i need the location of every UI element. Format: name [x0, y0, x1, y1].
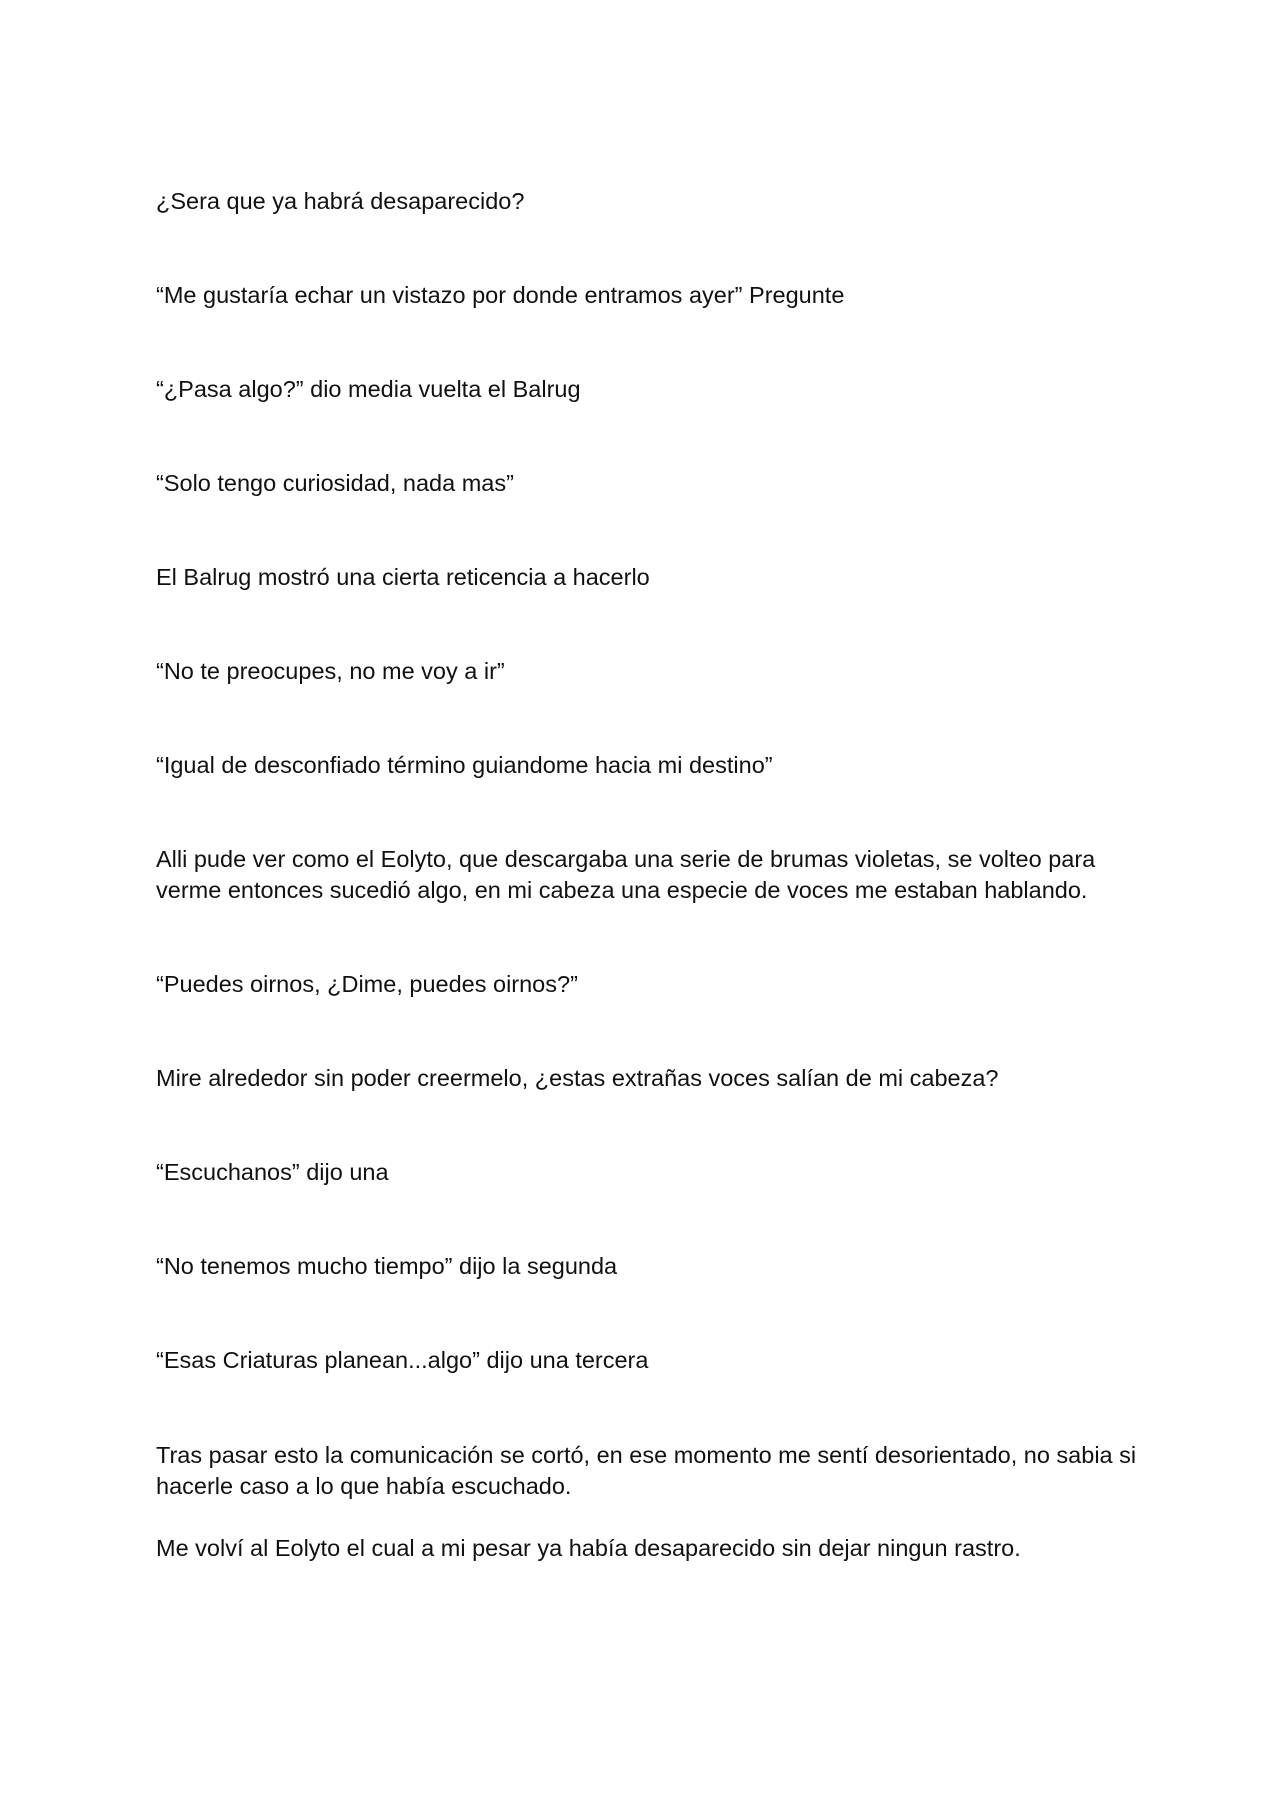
paragraph: “Escuchanos” dijo una — [156, 1159, 389, 1185]
paragraph: Me volví al Eolyto el cual a mi pesar ya había desaparecido sin dejar ningun rastro. — [156, 1535, 1021, 1561]
paragraph: Tras pasar esto la comunicación se cortó, en ese momento me sentí desorientado, no sabia si hacerle caso a lo que había escuchado. — [156, 1442, 1137, 1499]
paragraph: “Me gustaría echar un vistazo por donde entramos ayer” Pregunte — [156, 282, 845, 308]
paragraph: Alli pude ver como el Eolyto, que descargaba una serie de brumas violetas, se volteo para verme entonces sucedió algo, en mi cabeza una especie de voces me estaban hablando. — [156, 846, 1096, 903]
paragraph: Mire alrededor sin poder creermelo, ¿estas extrañas voces salían de mi cabeza? — [156, 1065, 999, 1091]
paragraph: “Puedes oirnos, ¿Dime, puedes oirnos?” — [156, 971, 578, 997]
paragraph: El Balrug mostró una cierta reticencia a hacerlo — [156, 564, 650, 590]
paragraph: “¿Pasa algo?” dio media vuelta el Balrug — [156, 376, 581, 402]
paragraph: ¿Sera que ya habrá desaparecido? — [156, 188, 525, 214]
paragraph: “Esas Criaturas planean...algo” dijo una tercera — [156, 1347, 649, 1373]
paragraph: “Igual de desconfiado término guiandome hacia mi destino” — [156, 752, 773, 778]
paragraph: “No tenemos mucho tiempo” dijo la segunda — [156, 1253, 618, 1279]
paragraph: “Solo tengo curiosidad, nada mas” — [156, 470, 514, 496]
paragraph: “No te preocupes, no me voy a ir” — [156, 658, 505, 684]
